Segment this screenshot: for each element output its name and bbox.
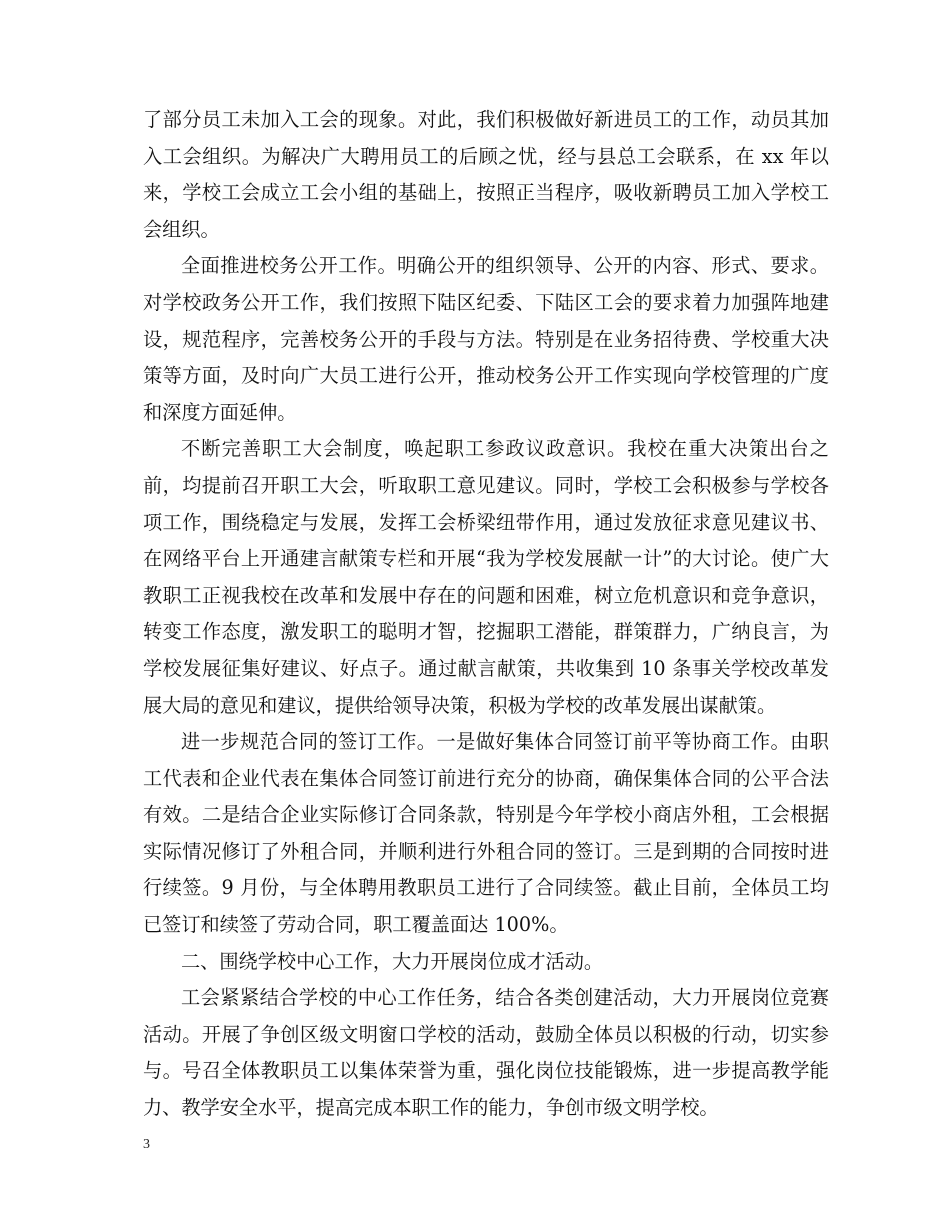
paragraph-3: 不断完善职工大会制度，唤起职工参政议政意识。我校在重大决策出台之前，均提前召开职工大会，听取职工意见建议。同时，学校工会积极参与学校各项工作，围绕稳定与发展，发挥工会桥梁纽带作用，通过发放征求意见建议书、在网络平台上开通建言献策专栏和开展“我为学校发展献一计”的大讨论。使广大教职工正视我校在改革和发展中存在的问题和困难，树立危机意识和竞争意识，转变工作态度，激发职工的聪明才智，挖掘职工潜能，群策群力，广纳良言，为学校发展征集好建议、好点子。通过献言献策，共收集到 10 条事关学校改革发展大局的意见和建议，提供给领导决策，积极为学校的改革发展出谋献策。 xyxy=(143,437,829,717)
document-body xyxy=(143,102,829,1127)
paragraph-1: 了部分员工未加入工会的现象。对此，我们积极做好新进员工的工作，动员其加入工会组织。为解决广大聘用员工的后顾之忧，经与县总工会联系，在 xx 年以来，学校工会成立工会小组的基础上，按照正当程序，吸收新聘员工加入学校工会组织。 xyxy=(143,108,829,241)
paragraph-4: 进一步规范合同的签订工作。一是做好集体合同签订前平等协商工作。由职工代表和企业代表在集体合同签订前进行充分的协商，确保集体合同的公平合法有效。二是结合企业实际修订合同条款，特别是今年学校小商店外租，工会根据实际情况修订了外租合同，并顺利进行外租合同的签订。三是到期的合同按时进行续签。9 月份，与全体聘用教职员工进行了合同续签。截止目前，全体员工均已签订和续签了劳动合同，职工覆盖面达 100%。 xyxy=(143,730,829,937)
paragraph-5: 工会紧紧结合学校的中心工作任务，结合各类创建活动，大力开展岗位竞赛活动。开展了争创区级文明窗口学校的活动，鼓励全体员以积极的行动，切实参与。号召全体教职员工以集体荣誉为重，强化岗位技能锻炼，进一步提高教学能力、教学安全水平，提高完成本职工作的能力，争创市级文明学校。 xyxy=(143,986,829,1120)
paragraph-2: 全面推进校务公开工作。明确公开的组织领导、公开的内容、形式、要求。对学校政务公开工作，我们按照下陆区纪委、下陆区工会的要求着力加强阵地建设，规范程序，完善校务公开的手段与方法。特别是在业务招待费、学校重大决策等方面，及时向广大员工进行公开，推动校务公开工作实现向学校管理的广度和深度方面延伸。 xyxy=(143,254,829,424)
page-number: 3 xyxy=(143,1137,150,1152)
section-heading-2: 二、围绕学校中心工作，大力开展岗位成才活动。 xyxy=(181,949,604,973)
